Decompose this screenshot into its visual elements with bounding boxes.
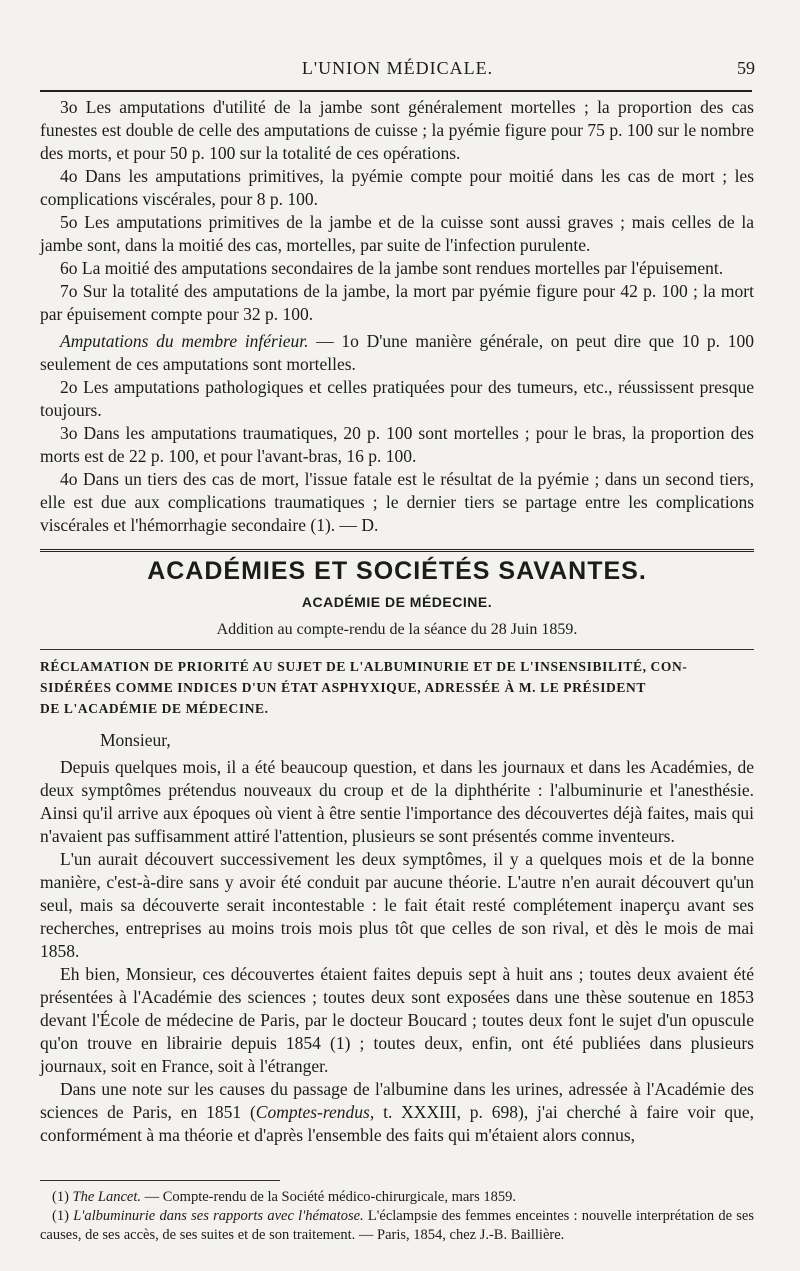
conclusion-7: 7o Sur la totalité des amputations de la jambe, la mort par pyémie figure pour 42 p. 100 ; la mort par épuisement compte pour 32 p. 100. (40, 281, 754, 324)
conclusion-5: 5o Les amputations primitives de la jambe et de la cuisse sont aussi graves ; mais celles de la jambe sont, dans la moitié des cas, mortelles, par suite de l'infection purulente. (40, 212, 755, 255)
letter-paragraph: L'un aurait découvert successivement les deux symptômes, il y a quelques mois et de la bonne manière, c'est-à-dire sans y avoir été conduit par aucune théorie. L'autre n'en aurait découvert qu'un seul, mais sa découverte serait incontestable : le fait était resté complétement inaperçu avant ses recherches, entreprises au moins trois mois plus tôt que celles de son rival, et dès le mois de mai 1858. (40, 849, 754, 961)
footnote: (1) L'albuminurie dans ses rapports avec l'hématose. L'éclampsie des femmes enceintes : nouvelle interprétation de ses causes, de ses accès, de ses suites et de son traitement. — Paris, 1854, chez J.-B. Baillière. (40, 1208, 755, 1243)
journal-title: L'UNION MÉDICALE. (301, 58, 494, 78)
section-title: ACADÉMIES ET SOCIÉTÉS SAVANTES. (147, 557, 647, 585)
header-rule (40, 90, 752, 92)
academy-heading: ACADÉMIE DE MÉDECINE. (301, 594, 493, 610)
conclusion-3: 3o Les amputations d'utilité de la jambe sont généralement mortelles ; la proportion des cas funestes est double de celle des amputations de cuisse ; la pyémie figure pour 75 p. 100 sur le nombre des morts, et pour 50 p. 100 sur la totalité de ces opérations. (40, 97, 754, 163)
claim-title: RÉCLAMATION DE PRIORITÉ AU SUJET DE L'ALBUMINURIE ET DE L'INSENSIBILITÉ, CON- SIDÉRÉES COMME INDICES D'UN ÉTAT ASPHYXIQUE, ADRESSÉE À M. LE PRÉSIDENT DE L'ACADÉMIE DE MÉDECINE. (40, 659, 688, 716)
inferieur-item-2: 2o Les amputations pathologiques et celles pratiquées pour des tumeurs, etc., réussissent presque toujours. (40, 377, 755, 420)
section-rule (40, 549, 754, 552)
main-text (40, 96, 754, 1147)
inferieur-item-3: 3o Dans les amputations traumatiques, 20 p. 100 sont mortelles ; pour le bras, la proportion des morts est de 22 p. 100, et pour l'avant-bras, 16 p. 100. (40, 423, 754, 466)
footnote-rule (40, 1180, 280, 1181)
letter-paragraph-last: Dans une note sur les causes du passage de l'albumine dans les urines, adressée à l'Académie des sciences de Paris, en 1851 (Comptes-rendus, t. XXXIII, p. 698), j'ai cherché à faire voir que, conformément à ma théorie et d'après l'ensemble des faits qui m'étaient alors connus, (40, 1079, 754, 1145)
salutation: Monsieur, (100, 730, 171, 750)
letter-body (40, 756, 754, 1147)
inferieur-heading: Amputations du membre inférieur. (60, 331, 309, 351)
divider (40, 649, 754, 650)
session-line: Addition au compte-rendu de la séance du 28 Juin 1859. (216, 621, 578, 638)
inferieur-lead: Amputations du membre inférieur. — 1o D'une manière générale, on peut dire que 10 p. 100 seulement de ces amputations sont mortelles. (40, 331, 754, 374)
footnote: (1) The Lancet. — Compte-rendu de la Société médico-chirurgicale, mars 1859. (52, 1189, 517, 1205)
running-header (40, 52, 755, 82)
letter-paragraph: Eh bien, Monsieur, ces découvertes étaient faites depuis sept à huit ans ; toutes deux avaient été présentées à l'Académie des sciences ; toutes deux sont exposées dans une thèse soutenue en 1853 devant l'École de médecine de Paris, par le docteur Boucard ; toutes deux font le sujet d'un opuscule qu'on trouve en librairie depuis 1854 (1) ; toutes deux, enfin, ont été publiées dans plusieurs journaux, soit en France, soit à l'étranger. (40, 964, 754, 1076)
letter-paragraph: Depuis quelques mois, il a été beaucoup question, et dans les journaux et dans les Académies, de deux symptômes prétendus nouveaux du croup et de la diphthérite : l'albuminurie et l'anesthésie. Ainsi qu'il arrive aux époques où vient à être sentie l'importance des découvertes déjà faites, mais qui n'avaient pas suffisamment attiré l'attention, plusieurs se sont présentés comme inventeurs. (40, 757, 754, 846)
conclusion-6: 6o La moitié des amputations secondaires de la jambe sont rendues mortelles par l'épuisement. (60, 258, 724, 278)
conclusion-4: 4o Dans les amputations primitives, la pyémie compte pour moitié dans les cas de mort ; les complications viscérales, pour 8 p. 100. (40, 166, 755, 209)
page-number: 59 (737, 58, 755, 78)
footnotes (40, 1188, 754, 1245)
inferieur-item-4: 4o Dans un tiers des cas de mort, l'issue fatale est le résultat de la pyémie ; dans un second tiers, elle est due aux complications traumatiques ; le dernier tiers se partage entre les complications viscérales et l'hémorrhagie secondaire (1). — D. (40, 469, 754, 535)
